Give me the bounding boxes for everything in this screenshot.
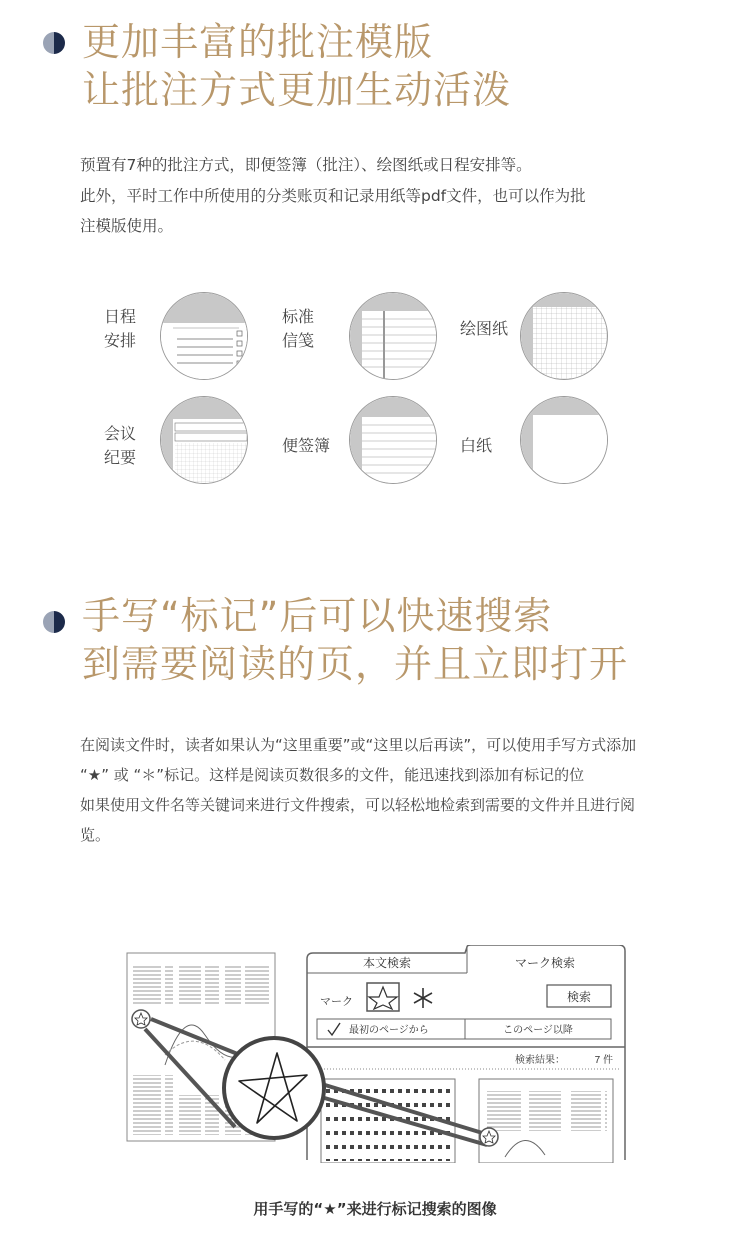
option-first-page[interactable] bbox=[317, 1019, 465, 1039]
section2-bullet-icon bbox=[43, 611, 65, 633]
section1-para-line1: 预置有7种的批注方式，即便签簿（批注）、绘图纸或日程安排等。 bbox=[80, 156, 532, 174]
section1-para-line3: 注模版使用。 bbox=[80, 217, 174, 235]
section2-para-line1: 在阅读文件时，读者如果认为“这里重要”或“这里以后再读”，可以使用手写方式添加 bbox=[80, 736, 637, 754]
star-mark-small-right-icon bbox=[480, 1128, 498, 1146]
template-letter-thumbnail[interactable] bbox=[349, 292, 437, 380]
search-button-label: 検索 bbox=[566, 990, 592, 1004]
template-label-schedule: 日程 安排 bbox=[104, 307, 137, 350]
option-first-page-label: 最初のページから bbox=[349, 1025, 429, 1036]
star-mark-option-icon[interactable] bbox=[367, 983, 399, 1011]
tab-text-search[interactable]: 本文検索 bbox=[362, 956, 412, 970]
illustration-caption: 用手写的“★”来进行标记搜索的图像 bbox=[253, 1200, 497, 1218]
template-schedule-thumbnail[interactable] bbox=[160, 292, 248, 380]
template-blank-thumbnail[interactable] bbox=[520, 396, 608, 484]
option-this-page-label: このページ以降 bbox=[503, 1025, 573, 1036]
template-graph-thumbnail[interactable] bbox=[520, 292, 608, 380]
mark-label: マーク bbox=[320, 996, 353, 1008]
result-label: 検索結果： bbox=[515, 1055, 565, 1066]
section2-para-line4: 览。 bbox=[80, 826, 111, 844]
section2-title-line1: 手写“标记”后可以快速搜索 bbox=[82, 594, 553, 638]
result-thumbnail-2[interactable] bbox=[479, 1079, 613, 1163]
template-memo-thumbnail[interactable] bbox=[349, 396, 437, 484]
star-mark-small-left-icon bbox=[132, 1010, 150, 1028]
template-label-letter: 标准 信笺 bbox=[282, 307, 315, 350]
template-label-minutes: 会议 纪要 bbox=[104, 424, 137, 467]
template-label-graph: 绘图纸 bbox=[460, 319, 509, 338]
tab-mark-search[interactable]: マーク検索 bbox=[514, 956, 576, 970]
template-label-blank: 白纸 bbox=[460, 436, 493, 455]
section1-title-line1: 更加丰富的批注模版 bbox=[82, 20, 434, 64]
mark-search-illustration bbox=[125, 945, 627, 1167]
template-label-memo: 便签簿 bbox=[282, 436, 331, 455]
section2-title-line2: 到需要阅读的页，并且立即打开 bbox=[82, 642, 629, 686]
template-minutes-thumbnail[interactable] bbox=[160, 396, 248, 484]
option-this-page[interactable] bbox=[465, 1019, 611, 1039]
section1-bullet-icon bbox=[43, 32, 65, 54]
section2-para-line3: 如果使用文件名等关键词来进行文件搜索，可以轻松地检索到需要的文件并且进行阅 bbox=[80, 796, 636, 814]
section1-para-line2: 此外，平时工作中所使用的分类账页和记录用纸等pdf文件，也可以作为批 bbox=[80, 187, 586, 205]
section2-para-line2: “★” 或 “＊”标记。这样是阅读页数很多的文件，能迅速找到添加有标记的位 bbox=[80, 766, 585, 784]
magnified-star-icon bbox=[224, 1038, 324, 1138]
section1-title-line2: 让批注方式更加生动活泼 bbox=[82, 68, 512, 112]
result-count: 7 件 bbox=[594, 1055, 613, 1066]
